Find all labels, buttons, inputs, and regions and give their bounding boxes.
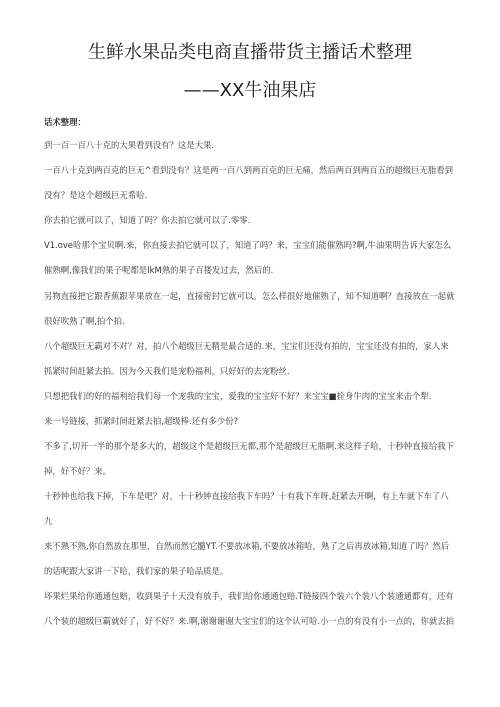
paragraph-line: 一百八十克到两百克的巨无^看到没有？这是两一百八到两百克的巨无痛，然后两百到两百五的超级巨无脂看到 (44, 165, 454, 175)
document-subtitle: ——XX牛油果店 (183, 80, 317, 101)
paragraph-line: 坏果烂果给你通通包赔，收到果子十天没有放手，我们给你通通包赔.T链接四个装六个装八个装通通都有，还有 (44, 591, 454, 601)
paragraph-line: 来一号链接，抓紧时间赶紧去拍,超级棒.还有多少份? (44, 416, 239, 426)
paragraph-line: 只想把我们的好的福利给我们每一个宠我的宝宝，爱我的宝宝好不好？来宝宝■拴身牛肉的宝宝来击个犁. (44, 391, 432, 401)
paragraph-line: 八个超级巨无霸对不对？对，拍八个超级巨无精是最合适的.来，宝宝们还没有拍的，宝宝还没有拍的，家人来 (44, 341, 449, 351)
paragraph-line: 九 (44, 516, 53, 526)
paragraph-line: 没有？是这个超级巨无希哈. (44, 190, 148, 200)
paragraph-line: 掉，好不好？来。 (44, 466, 111, 476)
document-title: 生鲜水果品类电商直播带货主播话术整理 (88, 42, 412, 63)
paragraph-line: 很好吹熟了啊,拍个拍. (44, 316, 125, 326)
paragraph-line: 另物直接把它跟香蕉跟苹果放在一起，直接密封它就可以。怎么样很好地催熟了，知不知道啊？直接放在一起就 (44, 291, 455, 301)
paragraph-line: 八个装的超级巨霸就好了，好不好？来.啊,谢谢谢谢大宝宝们的这个认可哈.小一点的有没有小一点的，你就去拍 (44, 616, 454, 626)
paragraph-line: 你去拍它就可以了，知道了吗？你去拍它就可以了.零零. (44, 215, 251, 225)
paragraph-line: 不多了,切开一半的那个是多大的，超级这个是超级巨无都,那个是超级巨无瓶啊.来这样子哈，十秒钟直接给我下 (44, 441, 454, 451)
paragraph-line: 来不熟不熟,你自然放在那里，自然而然它髓YT.不要放冰箱,不要放冰箱哈，熟了之后再放冰箱,知道了吗？然后 (44, 541, 450, 551)
paragraph-line: V1.ove哈那个宝贝啊.来，你直接去拍它就可以了，知道了吗？来，宝宝们能催熟吗?啊,牛油果明告诉大家怎么 (44, 240, 452, 250)
paragraph-line: 十秒钟也给我下掉，下车是吧？对，十十秒钟直接给我下车吗？十有我下车呀,赶紧去开啊，有上车就下车了八 (44, 491, 449, 501)
paragraph-line: 的话呢跟大家讲一下哈，我们家的果子哈品质是。 (44, 566, 229, 576)
paragraph-line: 抓紧时间赶紧去拍。因为今天我们是宠粉福利，只好好的去宠粉丝. (44, 366, 290, 376)
paragraph-line: 催熟啊,像我们的果子呢都是IkM熟的果子百搂发过去，然后的. (44, 265, 274, 275)
section-heading: 话术整理： (44, 117, 86, 127)
paragraph-line: 到一百一百八十克的大果看到没有？这是大果. (44, 140, 215, 150)
